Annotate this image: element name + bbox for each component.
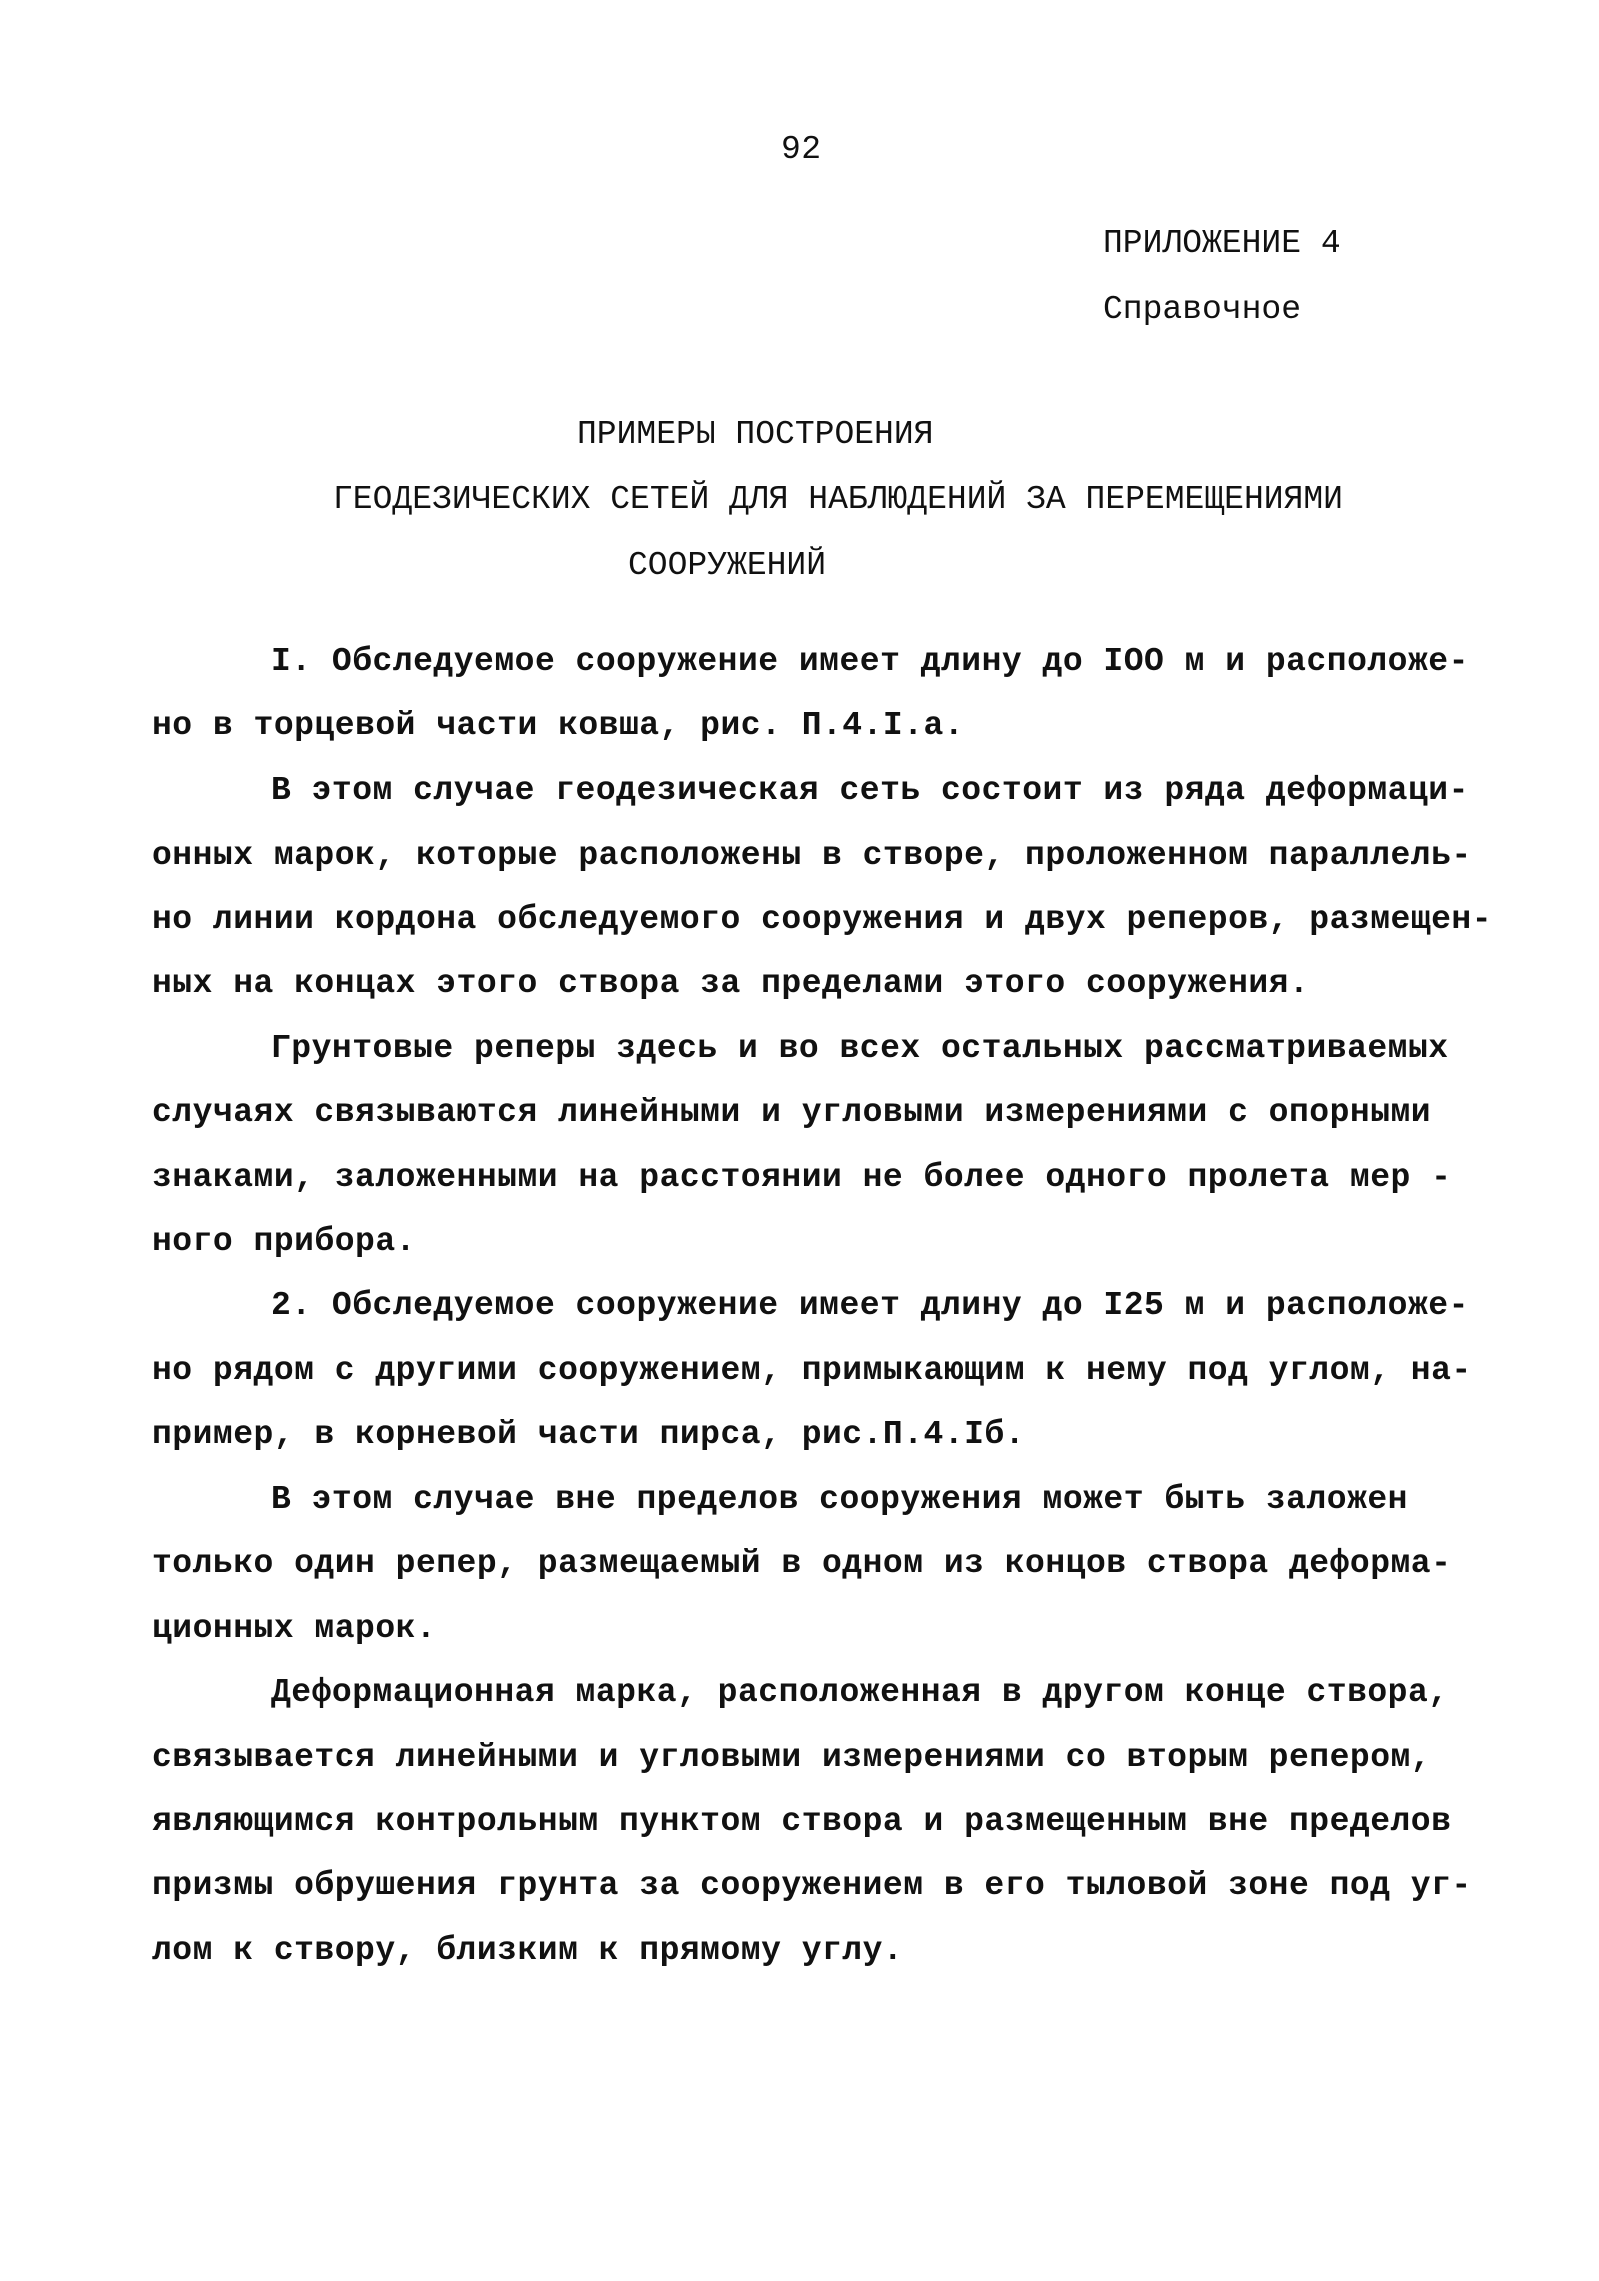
paragraph-6-line-4: призмы обрушения грунта за сооружением в его тыловой зоне под уг-: [152, 1867, 1472, 1904]
page-number: 92: [781, 131, 822, 168]
paragraph-1-line-1: I. Обследуемое сооружение имеет длину до IOO м и расположе-: [271, 643, 1469, 680]
appendix-label: ПРИЛОЖЕНИЕ 4: [1103, 225, 1341, 262]
paragraph-5-line-2: только один репер, размещаемый в одном из концов створа деформа-: [152, 1545, 1452, 1582]
appendix-type: Справочное: [1103, 291, 1302, 328]
paragraph-5-line-3: ционных марок.: [152, 1610, 437, 1647]
paragraph-2-line-3: но линии кордона обследуемого сооружения и двух реперов, размещен-: [152, 901, 1493, 938]
paragraph-4-line-3: пример, в корневой части пирса, рис.П.4.Iб.: [152, 1416, 1026, 1453]
paragraph-6-line-1: Деформационная марка, расположенная в другом конце створа,: [271, 1674, 1449, 1711]
paragraph-4-line-2: но рядом с другими сооружением, примыкающим к нему под углом, на-: [152, 1352, 1472, 1389]
paragraph-3-line-1: Грунтовые реперы здесь и во всех остальных рассматриваемых: [271, 1030, 1449, 1067]
paragraph-6-line-3: являющимся контрольным пунктом створа и размещенным вне пределов: [152, 1803, 1452, 1840]
title-line-1: ПРИМЕРЫ ПОСТРОЕНИЯ: [577, 416, 934, 453]
paragraph-6-line-5: лом к створу, близким к прямому углу.: [152, 1932, 904, 1969]
paragraph-3-line-2: случаях связываются линейными и угловыми измерениями с опорными: [152, 1094, 1432, 1131]
paragraph-1-line-2: но в торцевой части ковша, рис. П.4.I.а.: [152, 707, 965, 744]
paragraph-3-line-4: ного прибора.: [152, 1223, 416, 1260]
title-line-3: СООРУЖЕНИЙ: [628, 547, 827, 584]
title-line-2: ГЕОДЕЗИЧЕСКИХ СЕТЕЙ ДЛЯ НАБЛЮДЕНИЙ ЗА ПЕРЕМЕЩЕНИЯМИ: [333, 481, 1343, 518]
paragraph-2-line-2: онных марок, которые расположены в створе, проложенном параллель-: [152, 837, 1472, 874]
paragraph-2-line-4: ных на концах этого створа за пределами этого сооружения.: [152, 965, 1310, 1002]
paragraph-4-line-1: 2. Обследуемое сооружение имеет длину до I25 м и расположе-: [271, 1287, 1469, 1324]
paragraph-6-line-2: связывается линейными и угловыми измерениями со вторым репером,: [152, 1739, 1432, 1776]
paragraph-2-line-1: В этом случае геодезическая сеть состоит из ряда деформаци-: [271, 772, 1469, 809]
paragraph-3-line-3: знаками, заложенными на расстоянии не более одного пролета мер -: [152, 1159, 1452, 1196]
paragraph-5-line-1: В этом случае вне пределов сооружения может быть заложен: [271, 1481, 1408, 1518]
